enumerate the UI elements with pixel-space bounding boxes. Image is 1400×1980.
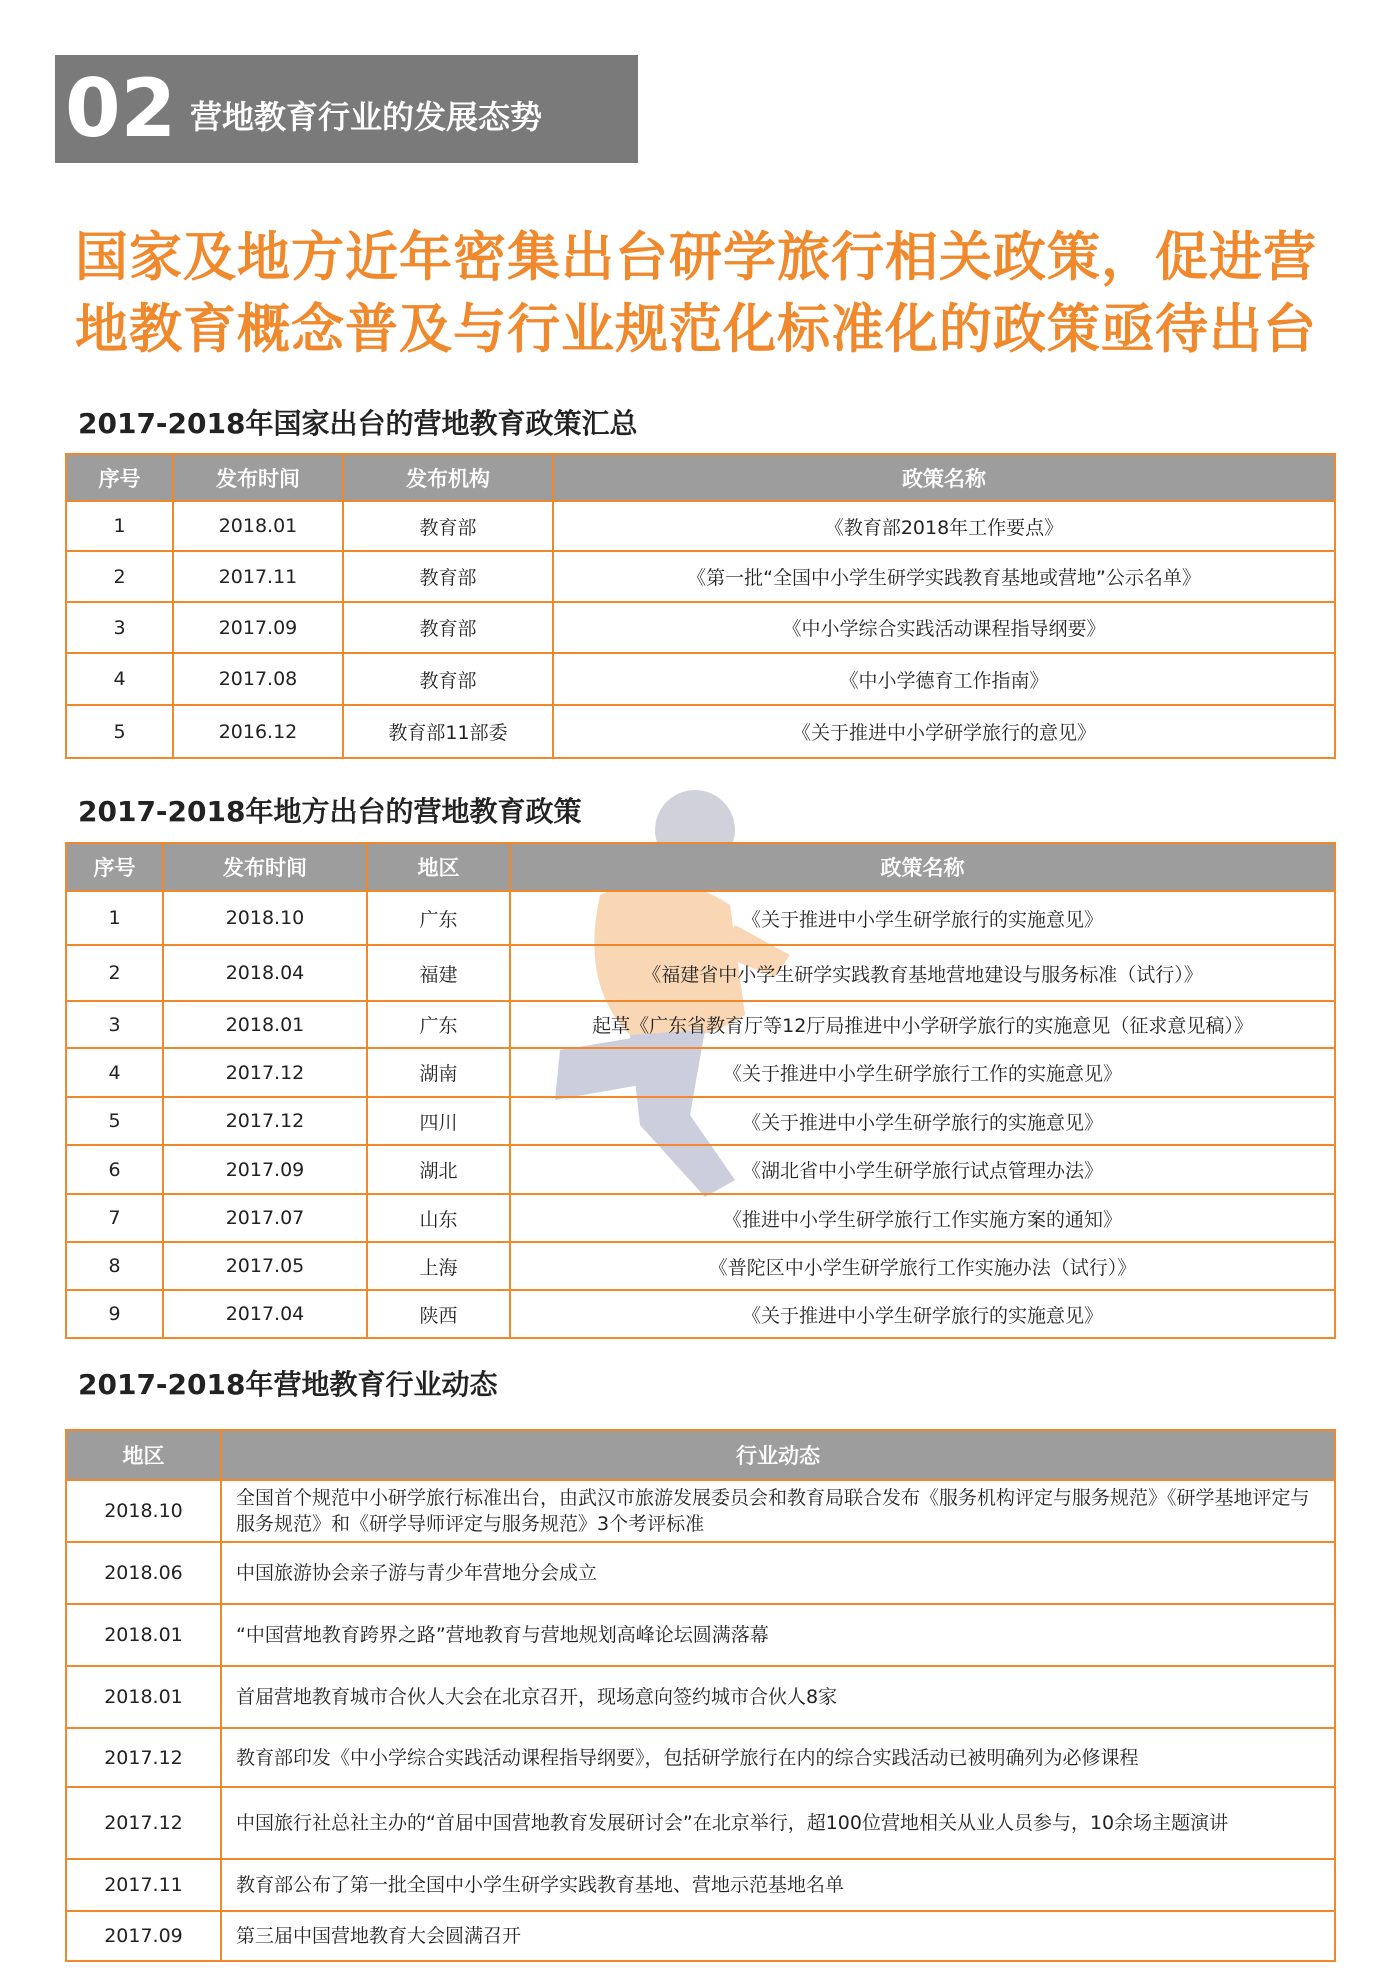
table-cell: 2017.12 <box>163 1048 367 1097</box>
table-cell: 9 <box>66 1290 163 1338</box>
table-header-row <box>66 1430 1335 1480</box>
table-cell: 广东 <box>367 1001 510 1048</box>
table-cell: 8 <box>66 1242 163 1290</box>
table-cell: 3 <box>66 1001 163 1048</box>
column-header: 发布时间 <box>163 843 367 891</box>
table-cell: 5 <box>66 705 173 758</box>
table-cell: 2017.07 <box>163 1194 367 1242</box>
table-row <box>66 891 1335 945</box>
column-header: 政策名称 <box>510 843 1335 891</box>
section-number: 02 <box>65 62 177 155</box>
table-row <box>66 501 1335 551</box>
table-cell: 教育部11部委 <box>343 705 553 758</box>
national-policy-title: 2017-2018年国家出台的营地教育政策汇总 <box>78 407 638 440</box>
table-cell: 教育部公布了第一批全国中小学生研学实践教育基地、营地示范基地名单 <box>221 1859 1335 1911</box>
table-row <box>66 1859 1335 1911</box>
table-header-row <box>66 454 1335 501</box>
table-cell: 《关于推进中小学生研学旅行的实施意见》 <box>510 891 1335 945</box>
table-cell: 2017.04 <box>163 1290 367 1338</box>
table-cell: 《关于推进中小学研学旅行的意见》 <box>553 705 1335 758</box>
table-cell: 2017.12 <box>66 1787 221 1859</box>
table-cell: 2018.01 <box>173 501 343 551</box>
table-row <box>66 1145 1335 1194</box>
table-cell: 四川 <box>367 1097 510 1145</box>
column-header: 政策名称 <box>553 454 1335 501</box>
table-row <box>66 1194 1335 1242</box>
table-cell: 《第一批“全国中小学生研学实践教育基地或营地”公示名单》 <box>553 551 1335 602</box>
table-cell: 2017.09 <box>163 1145 367 1194</box>
table-cell: 起草《广东省教育厅等12厅局推进中小学研学旅行的实施意见（征求意见稿）》 <box>510 1001 1335 1048</box>
table-cell: 中国旅游协会亲子游与青少年营地分会成立 <box>221 1542 1335 1604</box>
table-cell: 湖北 <box>367 1145 510 1194</box>
table-cell: 山东 <box>367 1194 510 1242</box>
column-header: 序号 <box>66 454 173 501</box>
table-row <box>66 1048 1335 1097</box>
table-cell: 2017.11 <box>173 551 343 602</box>
table-cell: 2018.10 <box>163 891 367 945</box>
table-cell: 《中小学德育工作指南》 <box>553 653 1335 705</box>
table-cell: 福建 <box>367 945 510 1001</box>
table-cell: 5 <box>66 1097 163 1145</box>
table-row <box>66 1480 1335 1542</box>
table-row <box>66 602 1335 653</box>
industry-news-title: 2017-2018年营地教育行业动态 <box>78 1368 498 1401</box>
table-cell: 《关于推进中小学生研学旅行工作的实施意见》 <box>510 1048 1335 1097</box>
column-header: 行业动态 <box>221 1430 1335 1480</box>
table-row <box>66 1290 1335 1338</box>
table-cell: 《普陀区中小学生研学旅行工作实施办法（试行）》 <box>510 1242 1335 1290</box>
table-cell: 广东 <box>367 891 510 945</box>
table-cell: 4 <box>66 1048 163 1097</box>
table-cell: 2018.01 <box>66 1604 221 1666</box>
table-cell: 7 <box>66 1194 163 1242</box>
table-cell: 《湖北省中小学生研学旅行试点管理办法》 <box>510 1145 1335 1194</box>
table-header-row <box>66 843 1335 891</box>
table-cell: 3 <box>66 602 173 653</box>
table-cell: 1 <box>66 891 163 945</box>
table-cell: 2018.10 <box>66 1480 221 1542</box>
table-cell: 首届营地教育城市合伙人大会在北京召开，现场意向签约城市合伙人8家 <box>221 1666 1335 1728</box>
table-cell: 《关于推进中小学生研学旅行的实施意见》 <box>510 1290 1335 1338</box>
local-policy-title: 2017-2018年地方出台的营地教育政策 <box>78 795 582 828</box>
column-header: 序号 <box>66 843 163 891</box>
table-cell: 《中小学综合实践活动课程指导纲要》 <box>553 602 1335 653</box>
table-cell: 1 <box>66 501 173 551</box>
table-row <box>66 1911 1335 1961</box>
table-row <box>66 945 1335 1001</box>
table-row <box>66 705 1335 758</box>
table-row <box>66 1542 1335 1604</box>
headline-line-1: 国家及地方近年密集出台研学旅行相关政策，促进营 <box>75 227 1317 288</box>
industry-news-table <box>65 1429 1336 1962</box>
table-row <box>66 1604 1335 1666</box>
table-cell: 《关于推进中小学生研学旅行的实施意见》 <box>510 1097 1335 1145</box>
table-cell: 2018.01 <box>163 1001 367 1048</box>
table-cell: 2 <box>66 551 173 602</box>
table-cell: 2 <box>66 945 163 1001</box>
table-row <box>66 1787 1335 1859</box>
column-header: 发布时间 <box>173 454 343 501</box>
table-cell: 4 <box>66 653 173 705</box>
table-cell: “中国营地教育跨界之路”营地教育与营地规划高峰论坛圆满落幕 <box>221 1604 1335 1666</box>
table-cell: 2017.12 <box>163 1097 367 1145</box>
table-row <box>66 1001 1335 1048</box>
page-headline <box>75 222 1375 366</box>
table-cell: 2017.05 <box>163 1242 367 1290</box>
table-cell: 教育部 <box>343 551 553 602</box>
table-cell: 2017.08 <box>173 653 343 705</box>
table-cell: 全国首个规范中小研学旅行标准出台，由武汉市旅游发展委员会和教育局联合发布《服务机构评定与服务规范》《研学基地评定与服务规范》和《研学导师评定与服务规范》3个考评标准 <box>221 1480 1335 1542</box>
headline-line-2: 地教育概念普及与行业规范化标准化的政策亟待出台 <box>75 299 1317 360</box>
table-cell: 2017.11 <box>66 1859 221 1911</box>
table-cell: 《福建省中小学生研学实践教育基地营地建设与服务标准（试行）》 <box>510 945 1335 1001</box>
table-cell: 上海 <box>367 1242 510 1290</box>
table-cell: 2018.04 <box>163 945 367 1001</box>
table-cell: 2018.01 <box>66 1666 221 1728</box>
table-cell: 陕西 <box>367 1290 510 1338</box>
table-cell: 湖南 <box>367 1048 510 1097</box>
table-row <box>66 1097 1335 1145</box>
table-cell: 第三届中国营地教育大会圆满召开 <box>221 1911 1335 1961</box>
section-banner <box>55 55 638 163</box>
table-row <box>66 1242 1335 1290</box>
table-cell: 《教育部2018年工作要点》 <box>553 501 1335 551</box>
table-cell: 教育部 <box>343 602 553 653</box>
table-row <box>66 653 1335 705</box>
column-header: 地区 <box>66 1430 221 1480</box>
local-policy-table <box>65 842 1336 1339</box>
table-cell: 6 <box>66 1145 163 1194</box>
section-title: 营地教育行业的发展态势 <box>190 98 543 136</box>
table-cell: 2017.12 <box>66 1728 221 1787</box>
column-header: 地区 <box>367 843 510 891</box>
national-policy-table <box>65 453 1336 759</box>
table-cell: 2017.09 <box>66 1911 221 1961</box>
table-cell: 2017.09 <box>173 602 343 653</box>
table-cell: 教育部印发《中小学综合实践活动课程指导纲要》，包括研学旅行在内的综合实践活动已被明确列为必修课程 <box>221 1728 1335 1787</box>
column-header: 发布机构 <box>343 454 553 501</box>
table-cell: 《推进中小学生研学旅行工作实施方案的通知》 <box>510 1194 1335 1242</box>
table-cell: 教育部 <box>343 653 553 705</box>
table-cell: 2016.12 <box>173 705 343 758</box>
table-cell: 中国旅行社总社主办的“首届中国营地教育发展研讨会”在北京举行，超100位营地相关从业人员参与，10余场主题演讲 <box>221 1787 1335 1859</box>
table-row <box>66 1728 1335 1787</box>
table-cell: 教育部 <box>343 501 553 551</box>
table-row <box>66 1666 1335 1728</box>
table-cell: 2018.06 <box>66 1542 221 1604</box>
table-row <box>66 551 1335 602</box>
